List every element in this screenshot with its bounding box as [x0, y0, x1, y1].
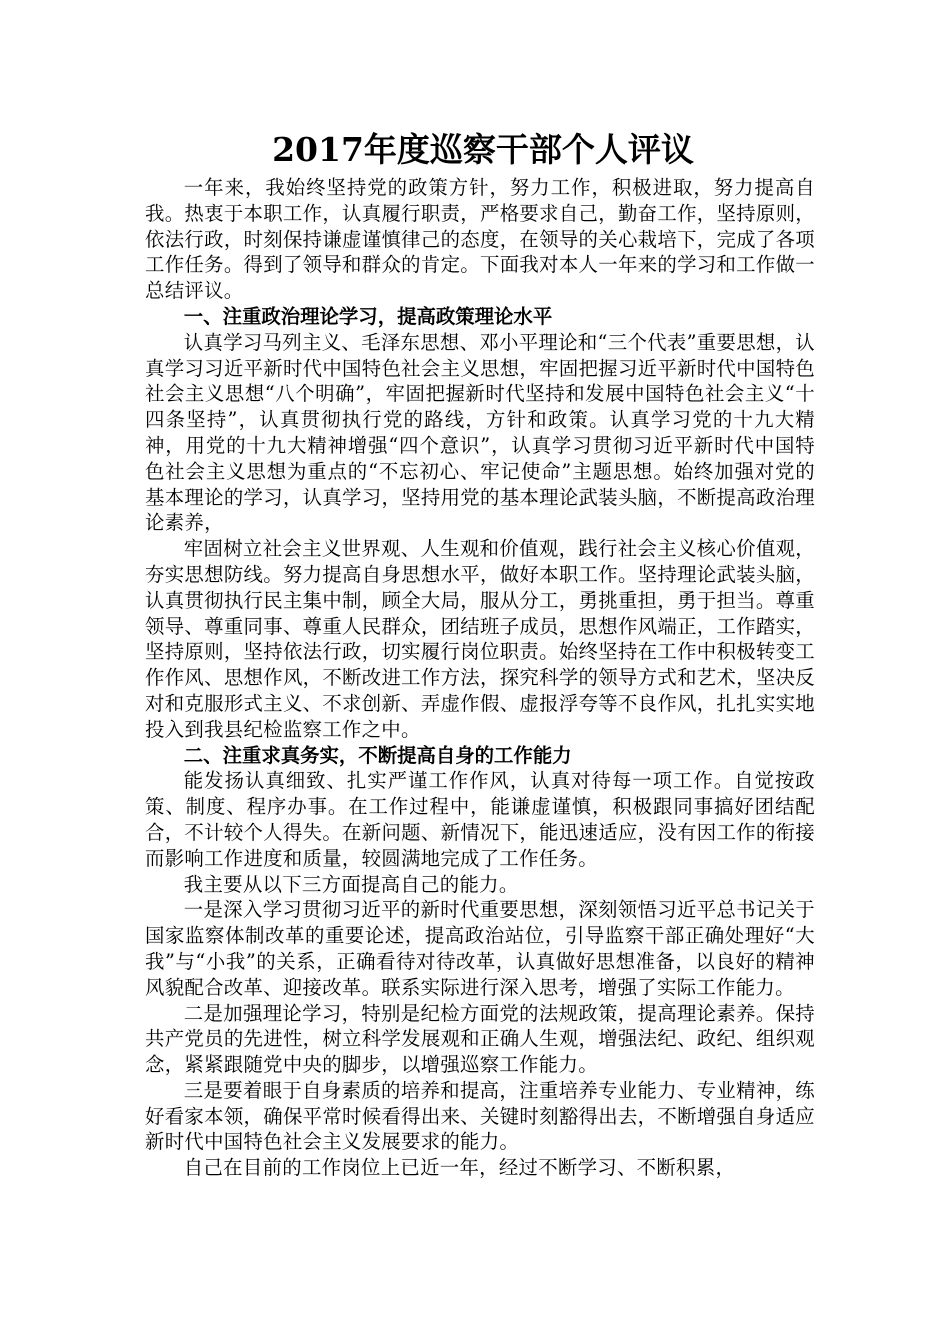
document-page — [145, 125, 815, 1181]
paragraph-theory-study: 认真学习马列主义、毛泽东思想、邓小平理论和“三个代表”重要思想，认真学习习近平新时代中国特色社会主义思想，牢固把握习近平新时代中国特色社会主义思想“八个明确”，牢固把握新时代坚持和发展中国特色社会主义“十四条坚持”，认真贯彻执行党的路线，方针和政策。认真学习党的十九大精神，用党的十九大精神增强“四个意识”，认真学习贯彻习近平新时代中国特色社会主义思想为重点的“不忘初心、牢记使命”主题思想。始终加强对党的基本理论的学习，认真学习，坚持用党的基本理论武装头脑，不断提高政治理论素养， — [145, 330, 815, 535]
paragraph-aspect-three: 三是要着眼于自身素质的培养和提高，注重培养专业能力、专业精神，练好看家本领，确保平常时候看得出来、关键时刻豁得出去，不断增强自身适应新时代中国特色社会主义发展要求的能力。 — [145, 1078, 815, 1154]
paragraph-intro: 一年来，我始终坚持党的政策方针，努力工作，积极进取，努力提高自我。热衷于本职工作，认真履行职责，严格要求自己，勤奋工作，坚持原则，依法行政，时刻保持谦虚谨慎律己的态度，在领导的关心栽培下，完成了各项工作任务。得到了领导和群众的肯定。下面我对本人一年来的学习和工作做一总结评议。 — [145, 176, 815, 303]
paragraph-worldview: 牢固树立社会主义世界观、人生观和价值观，践行社会主义核心价值观，夯实思想防线。努力提高自身思想水平，做好本职工作。坚持理论武装头脑，认真贯彻执行民主集中制，顾全大局，服从分工，勇挑重担，勇于担当。尊重领导、尊重同事、尊重人民群众，团结班子成员，思想作风端正，工作踏实，坚持原则，坚持依法行政，切实履行岗位职责。始终坚持在工作中积极转变工作作风、思想作风，不断改进工作方法，探究科学的领导方式和艺术，坚决反对和克服形式主义、不求创新、弄虚作假、虚报浮夸等不良作风，扎扎实实地投入到我县纪检监察工作之中。 — [145, 537, 815, 741]
document-title: 2017年度巡察干部个人评议 — [272, 130, 694, 169]
paragraph-aspect-two: 二是加强理论学习，特别是纪检方面党的法规政策，提高理论素养。保持共产党员的先进性，树立科学发展观和正确人生观，增强法纪、政纪、组织观念，紧紧跟随党中央的脚步，以增强巡察工作能力。 — [145, 1001, 815, 1077]
section-heading-1: 一、注重政治理论学习，提高政策理论水平 — [183, 304, 553, 328]
paragraph-aspect-one: 一是深入学习贯彻习近平的新时代重要思想，深刻领悟习近平总书记关于国家监察体制改革的重要论述，提高政治站位，引导监察干部正确处理好“大我”与“小我”的关系，正确看待对待改革，认真做好思想准备，以良好的精神风貌配合改革、迎接改革。联系实际进行深入思考，增强了实际工作能力。 — [145, 898, 815, 999]
section-heading-2: 二、注重求真务实，不断提高自身的工作能力 — [183, 743, 572, 767]
paragraph-work-style: 能发扬认真细致、扎实严谨工作作风，认真对待每一项工作。自觉按政策、制度、程序办事。在工作过程中，能谦虚谨慎，积极跟同事搞好团结配合，不计较个人得失。在新问题、新情况下，能迅速适应，没有因工作的衔接而影响工作进度和质量，较圆满地完成了工作任务。 — [145, 769, 815, 870]
paragraph-closing: 自己在目前的工作岗位上已近一年，经过不断学习、不断积累， — [183, 1156, 736, 1180]
paragraph-three-aspects: 我主要从以下三方面提高自己的能力。 — [183, 872, 519, 896]
